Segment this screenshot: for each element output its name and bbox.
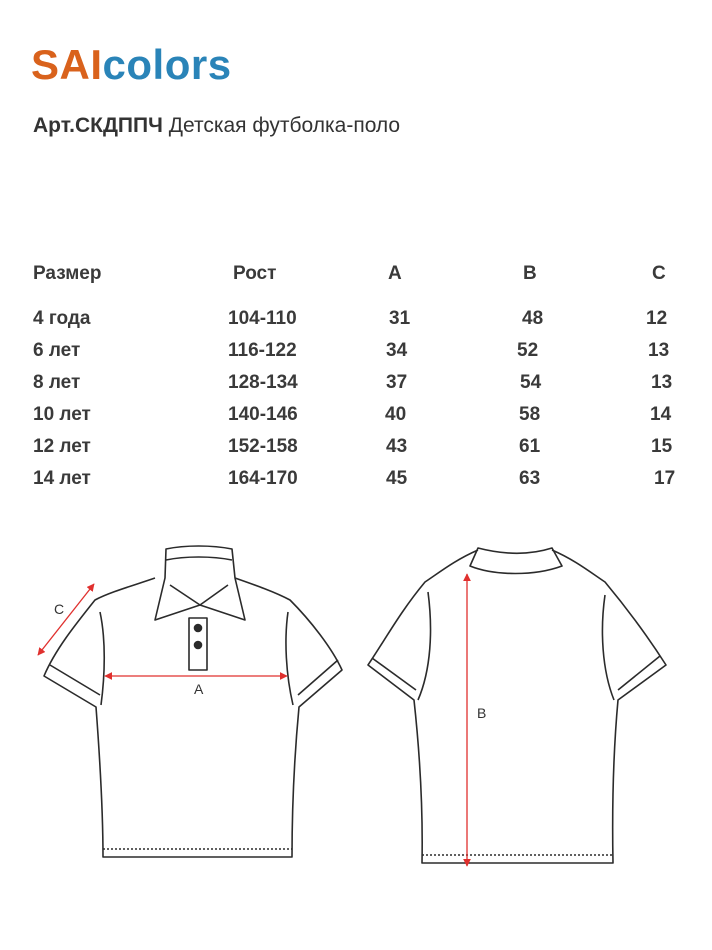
row-height: 152-158 [228, 436, 298, 457]
row-b: 63 [519, 468, 541, 489]
measure-c-label: C [54, 601, 65, 617]
row-a: 37 [386, 372, 408, 393]
row-size: 6 лет [33, 340, 81, 361]
brand-logo-part2: colors [102, 41, 232, 88]
row-c: 13 [651, 372, 673, 393]
row-b: 61 [519, 436, 541, 457]
back-body-outline [368, 550, 666, 863]
front-left-cuff [50, 665, 100, 695]
garment-diagrams [0, 530, 712, 930]
row-height: 140-146 [228, 404, 298, 425]
row-c: 14 [650, 404, 672, 425]
row-size: 12 лет [33, 436, 91, 457]
row-b: 52 [517, 340, 539, 361]
polo-back-icon [368, 548, 666, 863]
article-title [33, 115, 400, 136]
header-b: B [523, 263, 537, 284]
measure-c-line [38, 584, 94, 655]
row-b: 54 [520, 372, 542, 393]
header-size: Размер [33, 263, 102, 284]
row-height: 128-134 [228, 372, 298, 393]
row-a: 34 [386, 340, 408, 361]
article-name: Детская футболка-поло [168, 114, 401, 137]
row-a: 45 [386, 468, 408, 489]
header-a: A [388, 263, 402, 284]
brand-logo-part1: SAI [31, 41, 103, 88]
row-size: 14 лет [33, 468, 91, 489]
row-c: 17 [654, 468, 676, 489]
front-button-top [195, 625, 202, 632]
front-body-outline [44, 578, 342, 857]
row-height: 164-170 [228, 468, 298, 489]
back-right-armhole [602, 595, 614, 700]
front-button-bottom [195, 642, 202, 649]
article-code: Арт.СКДППЧ [33, 114, 163, 137]
row-c: 12 [646, 308, 668, 329]
polo-front-icon [44, 546, 342, 857]
row-a: 31 [389, 308, 411, 329]
front-collar-band [166, 557, 232, 560]
front-collar-fold [170, 585, 228, 605]
front-right-armhole [286, 612, 293, 705]
row-height: 116-122 [228, 340, 297, 361]
row-size: 4 года [33, 308, 91, 329]
row-c: 15 [651, 436, 673, 457]
row-c: 13 [648, 340, 670, 361]
row-b: 48 [522, 308, 544, 329]
row-a: 40 [385, 404, 407, 425]
header-height: Рост [233, 263, 277, 284]
row-size: 10 лет [33, 404, 91, 425]
front-left-armhole [100, 612, 104, 705]
row-size: 8 лет [33, 372, 81, 393]
measure-b-label: B [477, 705, 487, 721]
row-a: 43 [386, 436, 408, 457]
measure-a-label: A [194, 681, 204, 697]
back-collar [470, 548, 562, 574]
brand-logo [31, 41, 232, 88]
header-c: C [652, 263, 666, 284]
back-left-armhole [418, 592, 431, 700]
row-height: 104-110 [228, 308, 297, 329]
row-b: 58 [519, 404, 541, 425]
